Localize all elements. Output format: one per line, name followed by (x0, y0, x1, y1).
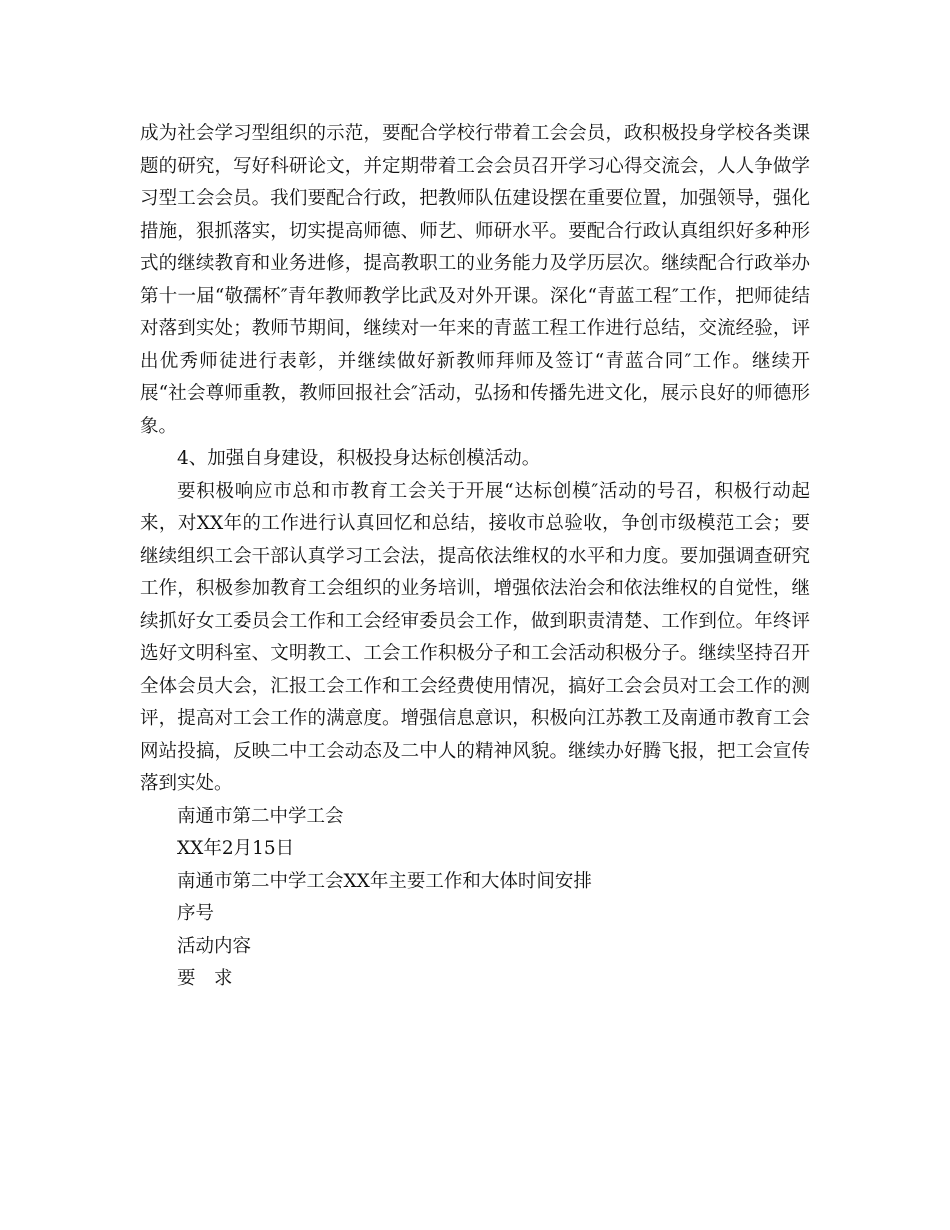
body-paragraph-1: 成为社会学习型组织的示范，要配合学校行带着工会会员，政积极投身学校各类课题的研究，写好科研论文，并定期带着工会会员召开学习心得交流会，人人争做学习型工会会员。我们要配合行政，把教师队伍建设摆在重要位置，加强领导，强化措施，狠抓落实，切实提高师德、师艺、师研水平。要配合行政认真组织好多种形式的继续教育和业务进修，提高教职工的业务能力及学历层次。继续配合行政举办第十一届“敬孺杯″青年教师教学比武及对外开课。深化“青蓝工程″工作，把师徒结对落到实处；教师节期间，继续对一年来的青蓝工程工作进行总结，交流经验，评出优秀师徒进行表彰，并继续做好新教师拜师及签订“青蓝合同″工作。继续开展“社会尊师重教，教师回报社会″活动，弘扬和传播先进文化，展示良好的师德形象。 (140, 123, 810, 437)
table-header-activity: 活动内容 (177, 935, 252, 957)
schedule-table-title: 南通市第二中学工会XX年主要工作和大体时间安排 (177, 870, 592, 892)
section-heading-4: 4、加强自身建设，积极投身达标创模活动。 (177, 448, 541, 469)
table-header-requirement: 要 求 (177, 968, 233, 989)
signature-organization: 南通市第二中学工会 (177, 805, 344, 827)
body-paragraph-2: 要积极响应市总和市教育工会关于开展“达标创模″活动的号召，积极行动起来，对XX年的工作进行认真回忆和总结，接收市总验收，争创市级模范工会；要继续组织工会干部认真学习工会法，提高依法维权的水平和力度。要加强调查研究工作，积极参加教育工会组织的业务培训，增强依法治会和依法维权的自觉性，继续抓好女工委员会工作和工会经审委员会工作，做到职责清楚、工作到位。年终评选好文明科室、文明教工、工会工作积极分子和工会活动积极分子。继续坚持召开全体会员大会，汇报工会工作和工会经费使用情况，搞好工会会员对工会工作的测评，提高对工会工作的满意度。增强信息意识，积极向江苏教工及南通市教育工会网站投搞，反映二中工会动态及二中人的精神风貌。继续办好腾飞报，把工会宣传落到实处。 (140, 480, 810, 794)
table-header-index: 序号 (177, 903, 215, 924)
signature-date: XX年2月15日 (177, 838, 295, 859)
